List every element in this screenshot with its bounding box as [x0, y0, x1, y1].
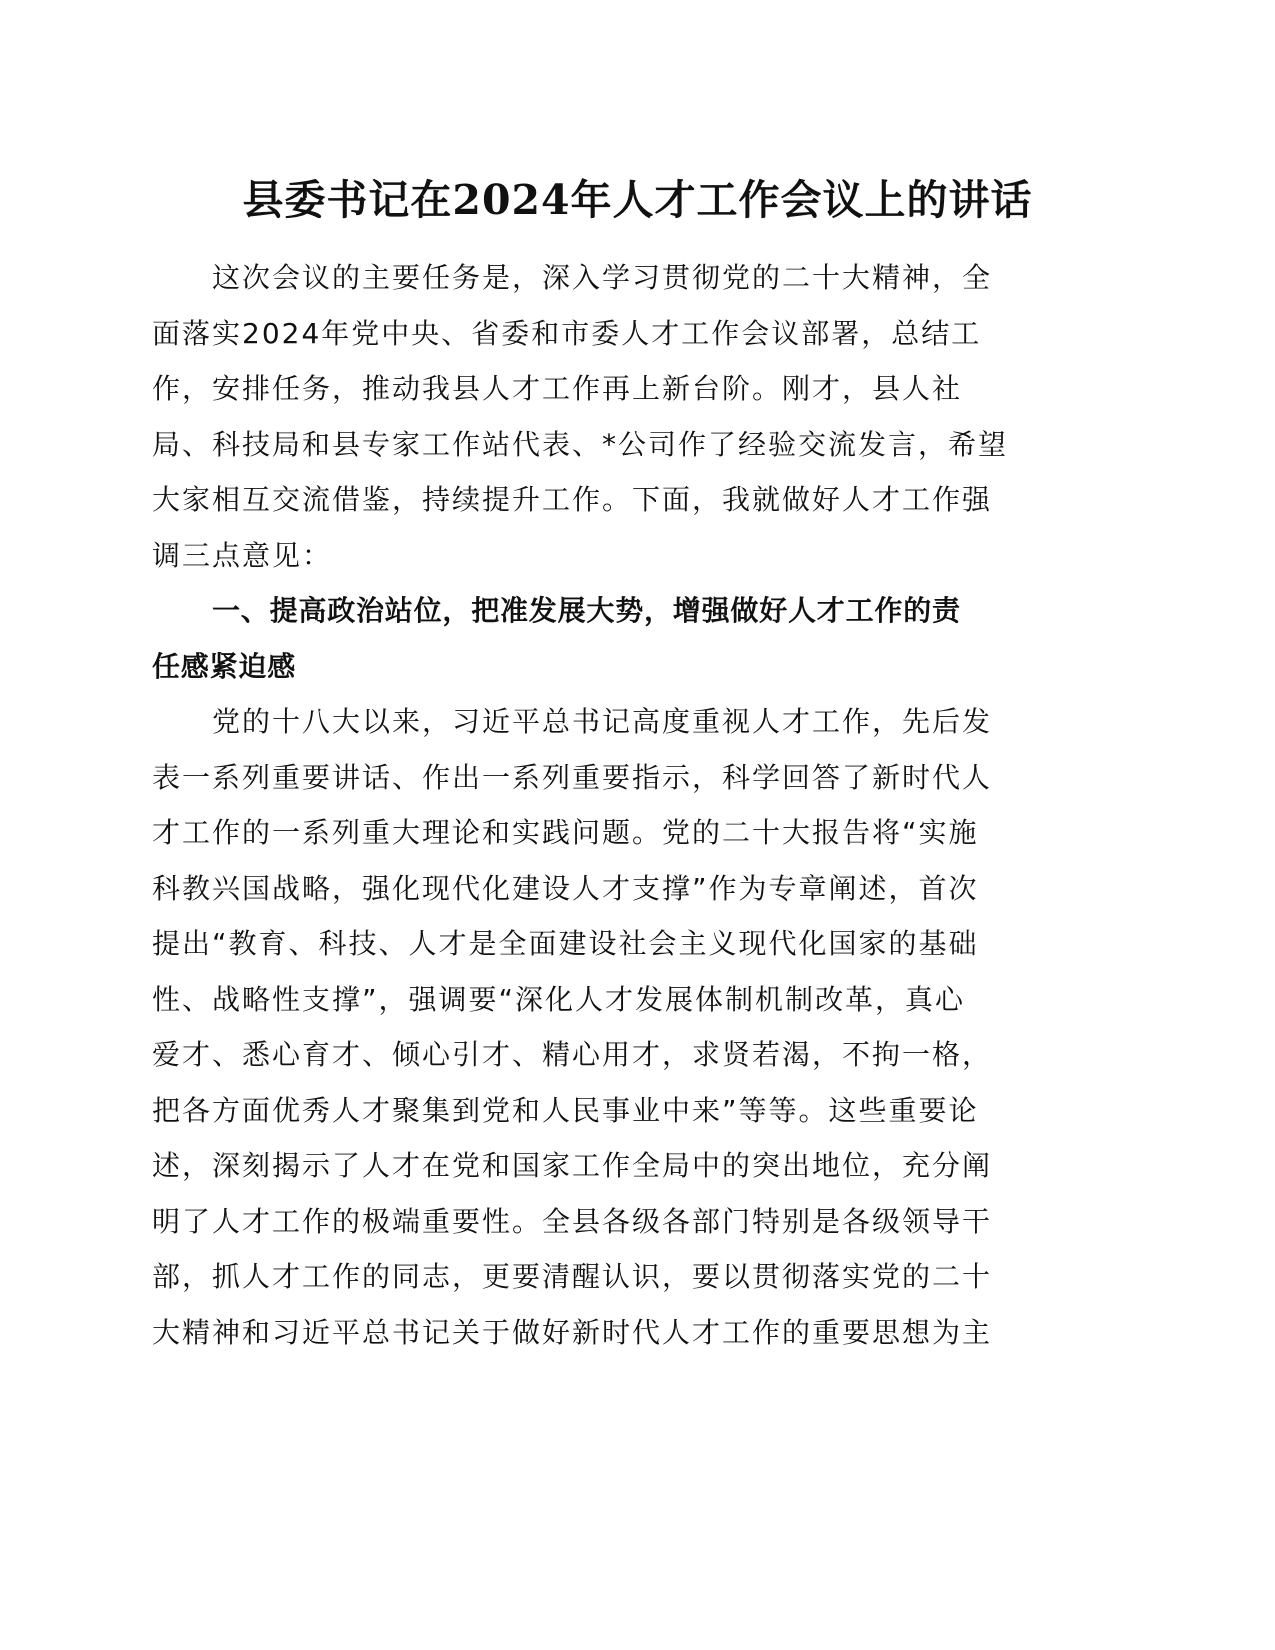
text-line: 这次会议的主要任务是，深入学习贯彻党的二十大精神，全	[212, 261, 993, 294]
text-line: 大家相互交流借鉴，持续提升工作。下面，我就做好人才工作强	[152, 483, 993, 516]
text-line: 党的十八大以来，习近平总书记高度重视人才工作，先后发	[212, 705, 993, 738]
text-line: 才工作的一系列重大理论和实践问题。党的二十大报告将“实施	[152, 816, 979, 849]
text-line: 把各方面优秀人才聚集到党和人民事业中来”等等。这些重要论	[152, 1093, 979, 1127]
document-body	[152, 250, 1086, 1360]
text-line: 提出“教育、科技、人才是全面建设社会主义现代化国家的基础	[152, 927, 979, 960]
section-1-paragraph	[152, 694, 1086, 1360]
text-line: 大精神和习近平总书记关于做好新时代人才工作的重要思想为主	[152, 1315, 993, 1349]
text-line: 明了人才工作的极端重要性。全县各级各部门特别是各级领导干	[152, 1204, 993, 1238]
text-line: 表一系列重要讲话、作出一系列重要指示，科学回答了新时代人	[152, 760, 993, 794]
heading-line: 任感紧迫感	[152, 649, 297, 683]
text-line: 爱才、悉心育才、倾心引才、精心用才，求贤若渴，不拘一格，	[152, 1038, 993, 1071]
text-line: 性、战略性支撑”，强调要“深化人才发展体制机制改革，真心	[152, 982, 966, 1016]
text-line: 作，安排任务，推动我县人才工作再上新台阶。刚才，县人社	[152, 372, 963, 405]
text-line: 面落实2024年党中央、省委和市委人才工作会议部署，总结工	[152, 316, 982, 350]
section-heading-1	[152, 583, 1086, 694]
text-line: 局、科技局和县专家工作站代表、*公司作了经验交流发言，希望	[152, 427, 1009, 461]
intro-paragraph	[152, 250, 1086, 583]
text-line: 部，抓人才工作的同志，更要清醒认识，要以贯彻落实党的二十	[152, 1260, 993, 1293]
text-line: 调三点意见：	[152, 538, 333, 572]
text-line: 科教兴国战略，强化现代化建设人才支撑”作为专章阐述，首次	[152, 871, 979, 905]
text-line: 述，深刻揭示了人才在党和国家工作全局中的突出地位，充分阐	[152, 1149, 993, 1182]
document-title: 县委书记在2024年人才工作会议上的讲话	[242, 176, 1033, 224]
heading-line: 一、提高政治站位，把准发展大势，增强做好人才工作的责	[212, 594, 961, 627]
